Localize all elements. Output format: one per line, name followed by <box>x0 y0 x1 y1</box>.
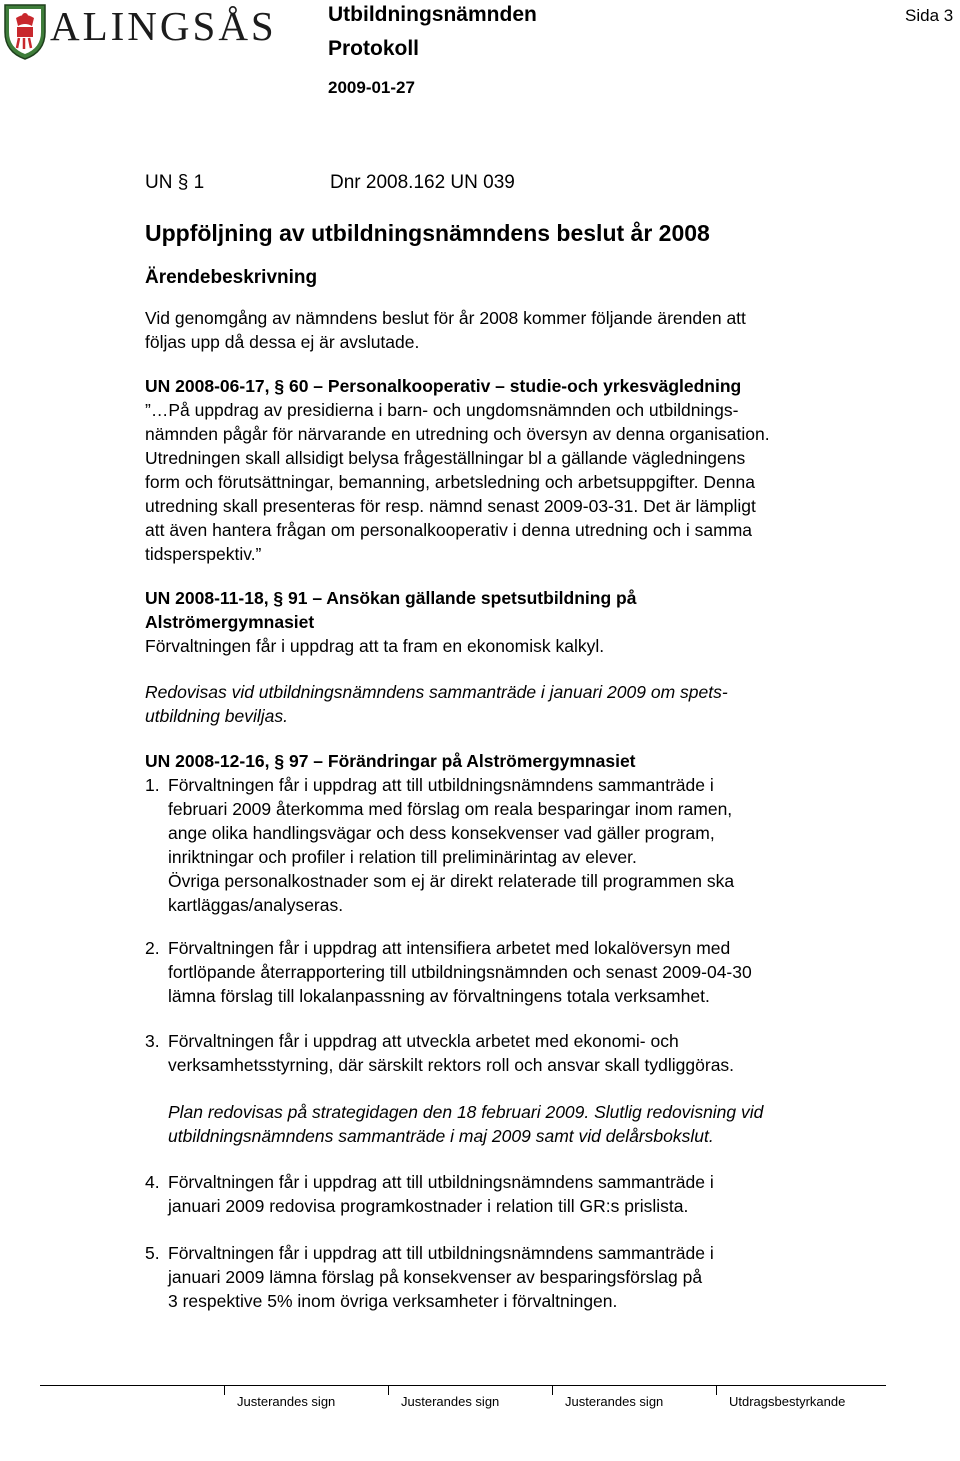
list-line: fortlöpande återrapportering till utbildningsnämnden och senast 2009-04-30 <box>168 962 752 982</box>
list-note <box>168 1100 763 1148</box>
item-heading-alstromergymnasiet: UN 2008-12-16, § 97 – Förändringar på Alströmergymnasiet <box>145 751 636 771</box>
municipality-logo <box>0 0 277 64</box>
meeting-date: 2009-01-27 <box>328 78 415 97</box>
list-line: Förvaltningen får i uppdrag att till utbildningsnämndens sammanträde i <box>168 1172 714 1192</box>
body-line: utredning skall presenteras för resp. nämnd senast 2009-03-31. Det är lämpligt <box>145 496 756 516</box>
list-item <box>145 1170 865 1218</box>
list-number: 3. <box>145 1031 160 1051</box>
rule-divider <box>552 1385 553 1395</box>
page-title: Uppföljning av utbildningsnämndens beslut år 2008 <box>145 220 710 246</box>
list-item <box>145 773 865 917</box>
body-line: att även hantera frågan om personalkooperativ i denna utredning och i samma <box>145 520 753 540</box>
document-type: Protokoll <box>328 37 420 60</box>
list-item <box>145 936 865 1008</box>
body-line: Utredningen skall allsidigt belysa frågeställningar bl a gällande vägledningens <box>145 448 746 468</box>
list-item <box>145 1241 865 1313</box>
body-line: nämnden pågår för närvarande en utredning och översyn av denna organisation. <box>145 424 770 444</box>
signature-label: Justerandes sign <box>401 1394 500 1409</box>
note-line: Redovisas vid utbildningsnämndens sammanträde i januari 2009 om spets- <box>145 682 728 702</box>
item-heading-spetsutbildning <box>145 586 636 634</box>
list-number: 4. <box>145 1172 160 1192</box>
note-line: utbildningsnämndens sammanträde i maj 2009 samt vid delårsbokslut. <box>168 1126 714 1146</box>
list-line: januari 2009 redovisa programkostnader i relation till GR:s prislista. <box>168 1196 689 1216</box>
list-number: 1. <box>145 775 160 795</box>
section-label: Ärendebeskrivning <box>145 267 318 288</box>
intro-line: Vid genomgång av nämndens beslut för år 2008 kommer följande ärenden att <box>145 308 746 328</box>
body-line: form och förutsättningar, bemanning, arbetsledning och arbetsuppgifter. Denna <box>145 472 755 492</box>
rule-divider <box>716 1385 717 1395</box>
paragraph-reference: UN § 1 <box>145 172 205 193</box>
body-line: ”…På uppdrag av presidierna i barn- och ungdomsnämnden och utbildnings- <box>145 400 739 420</box>
list-line: 3 respektive 5% inom övriga verksamheter i förvaltningen. <box>168 1291 618 1311</box>
coat-of-arms-icon <box>2 2 48 62</box>
item-heading-personalkooperativ: UN 2008-06-17, § 60 – Personalkooperativ – studie-och yrkesvägledning <box>145 376 742 396</box>
list-line: Förvaltningen får i uppdrag att intensifiera arbetet med lokalöversyn med <box>168 938 731 958</box>
page-number: Sida 3 <box>905 6 954 25</box>
list-line: februari 2009 återkomma med förslag om reala besparingar inom ramen, <box>168 799 733 819</box>
rule-divider <box>388 1385 389 1395</box>
list-line: verksamhetsstyrning, där särskilt rektors roll och ansvar skall tydliggöras. <box>168 1055 735 1075</box>
rule-divider <box>224 1385 225 1395</box>
item-note-spetsutbildning <box>145 680 728 728</box>
list-line: ange olika handlingsvägar och dess konsekvenser vad gäller program, <box>168 823 715 843</box>
intro-text <box>145 306 746 354</box>
signature-rule <box>40 1385 886 1386</box>
note-line: utbildning beviljas. <box>145 706 289 726</box>
list-line: Förvaltningen får i uppdrag att till utbildningsnämndens sammanträde i <box>168 1243 714 1263</box>
intro-line: följas upp då dessa ej är avslutade. <box>145 332 420 352</box>
list-line: kartläggas/analyseras. <box>168 895 344 915</box>
committee-name: Utbildningsnämnden <box>328 3 537 26</box>
note-line: Plan redovisas på strategidagen den 18 februari 2009. Slutlig redovisning vid <box>168 1102 764 1122</box>
logo-wordmark: ALINGSÅS <box>50 3 277 49</box>
list-number: 2. <box>145 938 160 958</box>
list-item <box>145 1029 865 1077</box>
list-line: Förvaltningen får i uppdrag att utveckla arbetet med ekonomi- och <box>168 1031 679 1051</box>
list-line: inriktningar och profiler i relation till preliminärintag av elever. <box>168 847 637 867</box>
list-line: januari 2009 lämna förslag på konsekvenser av besparingsförslag på <box>168 1267 703 1287</box>
signature-label: Justerandes sign <box>237 1394 336 1409</box>
case-number: Dnr 2008.162 UN 039 <box>330 172 515 193</box>
body-line: tidsperspektiv.” <box>145 544 262 564</box>
item-body-spetsutbildning: Förvaltningen får i uppdrag att ta fram en ekonomisk kalkyl. <box>145 636 605 656</box>
list-line: Förvaltningen får i uppdrag att till utbildningsnämndens sammanträde i <box>168 775 714 795</box>
certification-label: Utdragsbestyrkande <box>729 1394 846 1409</box>
list-line: lämna förslag till lokalanpassning av förvaltningens totala verksamhet. <box>168 986 710 1006</box>
heading-line: Alströmergymnasiet <box>145 612 315 632</box>
list-number: 5. <box>145 1243 160 1263</box>
list-line: Övriga personalkostnader som ej är direkt relaterade till programmen ska <box>168 871 735 891</box>
signature-label: Justerandes sign <box>565 1394 664 1409</box>
heading-line: UN 2008-11-18, § 91 – Ansökan gällande spetsutbildning på <box>145 588 637 608</box>
item-body-personalkooperativ <box>145 398 770 566</box>
